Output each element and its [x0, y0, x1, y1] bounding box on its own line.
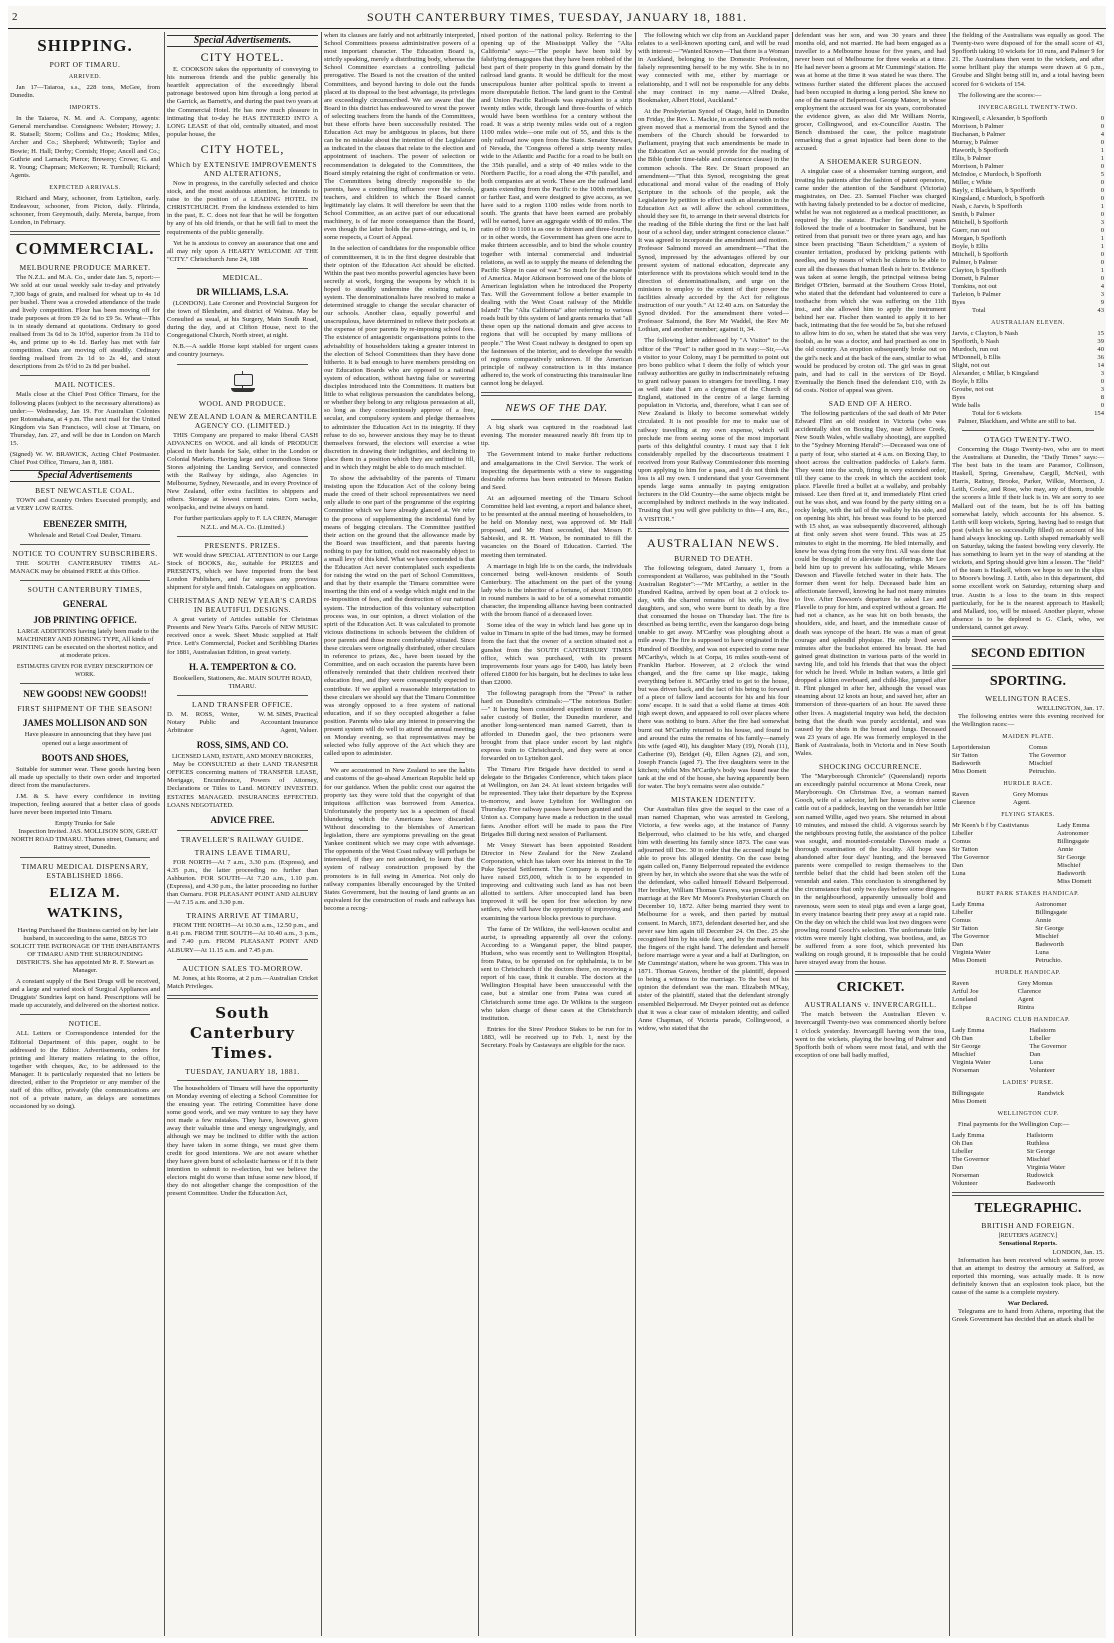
racing-club-heading: RACING CLUB HANDICAP.	[985, 1017, 1071, 1024]
cookson-text: E. COOKSON takes the opportunity of conveying to his numerous friends and the public generally his heartfelt appreciation of the exceedingly liberal patronage bestowed upon him through a long period at the Garrick, as Barnett's, and during the past two years at the Commercial Hotel. He has now much pleasure in intimating that to-day he HAS ENTERED INTO A LONG LEASE of that old, centrally situated, and most popular house, the	[167, 66, 318, 138]
score-row: Byes 9	[952, 298, 1104, 306]
coal-text: TOWN and Country Orders Executed promptly, and at VERY LOW RATES.	[10, 497, 160, 513]
hurdle-heading: HURDLE RACE.	[1003, 781, 1053, 788]
notice-country-heading: NOTICE TO COUNTRY SUBSCRIBERS.	[12, 548, 158, 558]
expected-label: EXPECTED ARRIVALS.	[49, 184, 121, 191]
news-of-the-day-heading: NEWS OF THE DAY.	[505, 402, 608, 415]
london-date: LONDON, Jan. 15.	[1052, 1248, 1104, 1256]
melbourne-heading: MELBOURNE PRODUCE MARKET.	[19, 263, 151, 273]
entry-row: Miss Domett	[952, 1098, 987, 1106]
christmas-text: A great variety of Articles suitable for Christmas Presents and New Year's Gifts. Parcels of NEW MUSIC received once a week. Sheet Music supplied at Half Price. Lett's Commercial, Pocket and Scribbling Diaries for 1881, Australasian Edition, in great variety.	[167, 616, 318, 656]
ladies-heading: LADIES' PURSE.	[1002, 1080, 1054, 1087]
ladies-entries	[952, 1090, 1104, 1106]
score-row: Byes 8	[952, 393, 1104, 401]
boots-heading: BOOTS AND SHOES,	[41, 752, 129, 763]
arrived-text: Jan 17—Taiaroa, s.s., 228 tons, McGee, from Dunedin.	[10, 84, 160, 100]
land-transfer-heading: LAND TRANSFER OFFICE.	[191, 699, 293, 709]
entry-row: The Governor Mischief	[952, 933, 1059, 941]
mistaken-heading: MISTAKEN IDENTITY.	[671, 795, 756, 805]
entry-row: Mr Keen's b f by Castivianus Lady Emma	[952, 822, 1090, 830]
score-row: Kingswell, c Alexander, b Spofforth 0	[952, 114, 1104, 122]
score-row: Smith, b Palmer 0	[952, 210, 1104, 218]
news-item-8: Mr Vesey Stewart has been appointed Resident Director in New Zealand for the New Zealand Corporation, which has taken over his interest in the Te Puke Special Settlement. The Company is reported to have raised £65,000, which is to be expended in improving and cultivating such land as has not been allotted to settlers. After unoccupied land has been improved it will be open for free selection by new settlers, who will have the opportunity of improving and examining the various blocks previous to purchase.	[481, 841, 632, 922]
medical-heading: MEDICAL.	[222, 272, 263, 282]
williams-nb: N.B.—A saddle Horse kept stabled for urgent cases and country journeys.	[167, 343, 318, 359]
burned-text: The following telegram, dated January 1, from a correspondent at Wallaroo, was published in the "South Australian Register":—"Mr M'Carthy, a settler in the Hundred Kadina, arrived by open boat at 2 o'clock to-day, with the charred remains of his wife, his five daughters, and son, who were burnt to death by a fire that consumed the house on Thursday last. The fire is described as being terrific, even the kangaroo dogs being unable to get away. M'Carthy was ploughing about a mile away. The fire is supposed to have originated in the Hundred of Boothby, and was not expected to come near M'Carthy's, which is at Corpa, 16 miles south-west of Franklin Harbor. However, at 2 o'clock the wind changed, and the fire came up like magic, taking everything before it. M'Carthy tried to get to the house, but was driven back, and the fact of his being to forward of a piece of fallow land accounts for his and his four sons' escape. It is said that a solid flame at times 40ft high swept down, and appeared to roll over places where there was nothing to burn. After the fire had somewhat burnt out M'Carthy returned to his house, and found in and around the ruins the remains of his family—namely his wife (aged 40), his daughter Mary (19), Norah (11), Catherine (9), Bridget (4), Ellen Agnes (2), and son, Joseph Francis (aged 7). The five daughters were in the kitchen; whilst Mrs M'Carthy's body was found near the tank at the end of the house, she having apparently been for water. The boy's remains were also outside."	[638, 564, 789, 791]
entry-row: Volunteer Badsworth	[952, 1180, 1056, 1188]
entry-row: Sir Tatton Sir George	[952, 925, 1064, 933]
column-5	[638, 32, 789, 1636]
wellington-races-heading: WELLINGTON RACES.	[985, 694, 1071, 703]
score-row: Kingsland, c Murdoch, b Spofforth 0	[952, 194, 1104, 202]
entry-row: Libeller Astronomer	[952, 830, 1089, 838]
watkins-text: Having Purchased the Business carried on by her late husband, in succeeding to the same, BEGS TO SOLICIT THE PATRONAGE OF THE INHABITANTS OF TIMARU AND THE SURROUNDING DISTRICTS. She has appointed Mr R. F. Stewart as Manager.	[10, 926, 160, 974]
expected-text: Richard and Mary, schooner, from Lyttelton, early. Endeavour, schooner, from Picton, daily. Flirinda, schooner, from Greymouth, daily. Mereia, barque, from London, in February.	[10, 194, 160, 227]
otago-text: Concerning the Otago Twenty-two, who are to meet the Australians at Dunedin, the "Daily Times" says:—The best bats in the team are Paramor, Collinson, Haskell, Spring, Greenshaw, Cargill, McNeil, with Harris, Rattray, Brooke, Parker, Wilkie, Morrison, J. Leith, Cooke, and Rose, who may, any of them, trouble the scorers a little if their luck is in. We are sorry to see Mallard out of the team, but he is off his batting somewhat lately, which accounts for his absence. S. Leith will keep wickets, Spring, having had to resign that post (which he so successfully filled) on account of his hand always knocking up. Leith shaped remarkably well on Saturday, taking the fastest bowling very cleverly. He has something to learn yet in the way of standing at the wickets, and Spring should give him a lesson. The "field" of the team is Haskell, whom we hope to see in the slips to Moore's bowling. J. Leith, also in this department, did some excellent work on Saturday, returning sharp and true. Austin is a loss to the team in this respect particularly, for he is the nearest approach to Haskell; and Mallard, too, will be missed. Another player, whose absence is to be deplored is G. Clark, who, we understand, cannot get away.	[952, 445, 1104, 631]
entry-row: Oh Dan Ruthless	[952, 1140, 1050, 1148]
reuter-agency: [REUTER'S AGENCY.]	[998, 1233, 1058, 1240]
column-2	[167, 32, 318, 1636]
news-item-5: Some idea of the way in which land has gone up in value in Timaru in spite of the bad times, may be formed from the fact that the owner of a section situated not a gunshot from the SOUTH CANTERBURY TIMES office, which was purchased, with its present improvements four years ago for £400, has lately been offered £1800 for his bargain, but he declines to take less than £2000.	[481, 622, 632, 686]
scores-intro: The following are the scores:—	[958, 91, 1042, 99]
score-row: Mitchell, b Spofforth 3	[952, 218, 1104, 226]
news-item-10: Entries for the Sires' Produce Stakes to be run for in 1883, will be received up to Feb. 1, next by the Secretary. Foals by Castaways are eligible for the race.	[481, 1025, 632, 1049]
mail-signature: (Signed) W. W. BRAWICK, Acting Chief Postmaster. Chief Post Office, Timaru, Jan 8, 1881.	[10, 451, 160, 467]
news-item-1: A big shark was captured in the roadstead last evening. The monster measured nearly 8ft from tip to tip.	[481, 424, 632, 448]
ross-left: D. M. ROSS, Writer, Notary Public and Arbitrator	[167, 710, 240, 734]
trains-arrive-heading: TRAINS ARRIVE AT TIMARU,	[186, 911, 299, 921]
williams-name: DR WILLIAMS, L.S.A.	[196, 286, 289, 297]
leader-cont-1: when its clauses are fairly and not arbitrarily interpreted, School Committees possess administrative powers of a most important character. The Education Board is, strictly speaking, merely a distributing body, whereas the School Committee exercises a controlling judicial prerogative. The Board is not the creation of the united Committees, and beyond having to dole out the funds placed at its disposal to the best advantage, its privileges are exceedingly circumscribed. We are aware that the Board in this district has endeavoured to wrest the power of selecting teachers from the hands of the Committees, but these efforts have been successfully resisted. The Education Act may be ambiguous in places, but there can be no mistake about the intention of the Legislature as indicated in the clauses that relate to the election and appointment of teachers. The power of selection or recommendation is delegated to the Committees, the Board simply retaining the right of confirmation or veto. The Committees being directly responsible to the parents, have a controlling influence over the schools, teachers, and children to which the Board cannot legitimately lay claim. It will therefore be seen that the School Committee, as an active part of our educational machinery, is of far more consequence than the Board, even though the latter holds the purse-strings, and is, in some respects, a Court of Appeal.	[324, 32, 475, 242]
entry-row: Virginia Water Luna	[952, 1059, 1043, 1067]
ross-right: W. M. SIMS, Practical Accountant Insurance Agent, Valuer.	[258, 710, 318, 734]
leader-2-text: We are accustomed in New Zealand to see the habits and customs of the go-ahead American Republic held up for our guidance. When the public crest our against the property tax they were told that the copyright of that iniquitous affliction was borrowed from America. Unfortunately the property tax is a specimen of fiscal blundering which the Americans have discarded. Without descending to the blemishes of American legislation, there are symptoms prevailing on the great Yankee continent which we may cope with advantage. The opponents of the West Coast railway will perhaps be interested, if they are not astounded, to learn that the system of railway construction proposed by the promoters is in full swing in America. Not only do railway companies liberally encouraged by the United States Government, but the issuing of land grants as an equivalent for the construction of roads and railways has become a recog-	[324, 767, 475, 912]
mollison-text: Have pleasure in announcing that they have just opened out a large assortment of	[24, 731, 152, 747]
score-row: Mitchell, b Spofforth 0	[952, 250, 1104, 258]
entry-row: Sir George The Governor	[952, 1043, 1067, 1051]
masthead-title: SOUTH CANTERBURY TIMES, TUESDAY, JANUARY 18, 1881.	[366, 10, 748, 24]
advice-free: ADVICE FREE.	[210, 814, 275, 825]
auction-heading: AUCTION SALES TO-MORROW.	[182, 963, 303, 973]
nameplate: South Canterbury Times.	[190, 1003, 295, 1062]
entry-row: Badsworth Mischief	[952, 760, 1053, 768]
news-item-6: The following paragraph from the "Press" is rather hard on Dunedin's criminals:—"The notorious Butler:—" It having been considered expedient to ensure the safer custody of Butler, the Dunedin murderer, and another long-sentenced man named Garrett, than is afforded in Dunedin gaol, the two prisoners were brought from that place under escort by last night's express train to Christchurch, and they were at once forwarded on to Lyttelton gaol.	[481, 690, 632, 762]
british-foreign-heading: BRITISH AND FOREIGN.	[981, 1221, 1075, 1231]
entry-row: Sir Tatton The Governor	[952, 752, 1067, 760]
score-row: Tomkins, not out 4	[952, 282, 1104, 290]
invercargill-total: Total 43	[972, 306, 1104, 314]
inspection: Inspection Invited. JAS. MOLLISON SON, GREAT NORTH ROAD TIMARU. Thames street, Oamaru; and Rattray street, Dunedin.	[11, 828, 159, 852]
ross-firm: ROSS, SIMS, AND CO.	[196, 740, 289, 751]
estimates: ESTIMATES GIVEN FOR EVERY DESCRIPTION OF WORK.	[16, 664, 154, 679]
news-item-13: The following letter addressed by "A Visitor" to the editor of the "Post" is rather good in its way:—Sir,—As a visitor to your Colony, may I be permitted to point out pro bono publico what I deem the folly of which your railway authorities are guilty in indiscriminately refusing to grant railway passes to strangers for travelling. I may as well state that I am a clergyman of the Church of England, stationed in the centre of a large farming population in Victoria, and, therefore, what I can see of New Zealand is likely to become somewhat widely circulated. It is not possible for me to make use of railway travelling at my own expense, which will preclude me from seeing some of the most important parts of this delightful country. I must say that I felt considerably repelled by the discourteous treatment I received from your Railway Commissioner this morning upon applying to him for a pass, and I do not think the loss is all my own. I understand that your Government spends large sums annually in paying emigration lecturers in the Old Country—the same objects might be accomplished by indirect methods in the way indicated. Trusting that you will give publicity to this—I am, &c., A VISITOR."	[638, 337, 789, 523]
shoemaker-heading: A SHOEMAKER SURGEON.	[819, 157, 922, 167]
news-item-12: At the Presbyterian Synod of Otago, held in Dunedin on Friday, the Rev. L. Mackie, in accordance with notice given moved that a memorial from the Synod and the members of the Church should be forwarded to Parliament, praying that such amendments be made in the Education Act as would provide for the reading of the Bible (under time-table and conscience clause) in the common schools. The Rev. Dr Stuart proposed an amendment—"That this Synod, recognising the great educational and moral value of the reading of Holy Scripture in the schools of the people, ask the Legislature by petition to effect such an alteration in the Education Act as will allow the school committees, should they see fit, to arrange in their several districts for the reading of the Bible during the first or the last half hour of a school day, under stringent conscience clause." It was agreed to incorporate the amendment and motion. Professor Salmond moved an amendment—"That the Synod, impressed by the advantages offered by our present system of national education, deprecate any interference with its provisions which would tend in the direction of denominationalism, and urge on the ministers to employ to the extent of their power the facilities already accorded by the Act for religious instruction of our youth." At 12.40 a.m. on Saturday the Synod divided. For the amendment there voted—Professor Salmond, the Rev Mr Waddel, the Rev Mr Lothian, and another member; against it, 34.	[638, 107, 789, 334]
entry-row: Clarence Agent.	[952, 799, 1031, 807]
australian-heading: AUSTRALIAN ELEVEN.	[991, 319, 1065, 326]
notice-text: ALL Letters or Correspondence intended for the Editorial Department of this paper, ought to be addressed to the Editor. Advertisements, orders for printing and literary matters relating to the office, together with cheques, &c, to be addressed to the Manager. It is particularly requested that no letters be directed, either to the Proprietor or any member of the staff of this office, privately (the communications are not of a private nature, as delays are sometimes occasioned by so doing).	[10, 1030, 160, 1111]
mollison-name: JAMES MOLLISON AND SON	[22, 718, 148, 729]
flying-heading: FLYING STAKES.	[1001, 812, 1055, 819]
score-row: Ellis, b Palmer 1	[952, 154, 1104, 162]
auction-text: M. Jones, at his Rooms, at 2 p.m.—Australian Cricket Match Privileges.	[167, 974, 318, 990]
score-row: Morrison, b Palmer 0	[952, 162, 1104, 170]
wellington-date: WELLINGTON, Jan. 17.	[1036, 705, 1104, 712]
shipping-heading: SHIPPING.	[37, 36, 133, 55]
sensational-heading: Sensational Reports.	[999, 1240, 1057, 1248]
score-row: Tarleton, b Palmer 3	[952, 290, 1104, 298]
notice-country-text: THE SOUTH CANTERBURY TIMES AL-MANACK may be obtained FREE at this Office.	[10, 559, 160, 575]
entry-row: The Governor Sir George	[952, 854, 1086, 862]
leader-cont-2: In the selection of candidates for the responsible office of committeemen, it is in the first degree desirable that their opinion of the Education Act should be elicited. Within the past two months powerful agencies have been secretly at work, forging the weapons by which it is hoped to steadily undermine the existing national system. The denominationalists have resolved to make a determined struggle to change the secular character of our schools. Another class, equally powerful and unscrupulous, have determined to relieve their pockets at the expense of poor parents by re-imposing school fees. The existence of antagonistic organisations points to the advisability of householders taking a greater interest in the election of School Committees than they have done hitherto. It is bad enough to have members presiding on our Education Boards who are opposed to a national system of education, without having false or wavering disciples introduced into the Committees. It matters but little to what religious persuasion the candidates belong, or whether they belong to any religious persuasion at all, so long as they conscientiously approve of a free, secular, and compulsory system and pledge themselves to administer the Education Act in its integrity. If they refuse to do so, however anxious they may be to thrust themselves forward, the electors will exercise a wise discretion in drawing their indignities, and declining to place them in a position which they are unfitted to fill, and in which they might be able to do much mischief.	[324, 245, 475, 471]
trains-leave-text: FOR NORTH—At 7 a.m., 3.30 p.m. (Express), and 4.35 p.m., the latter proceeding no further than Ashburton. FOR SOUTH—At 7.20 a.m., 1.10 p.m. (Express), and 4.30 p.m., the latter proceeding no further than Oamaru. FOR PLEASANT POINT AND ALBURY—At 7.15 a.m. and 3.30 p.m.	[167, 858, 318, 907]
improve-text: Now in progress, in the carefully selected and choice stock, and the most assiduous attention, he intends to raise to the position of a LEADING HOTEL IN CHRISTCHURCH. From the kindness extended to him in the past, E. C. does not fear that he will be forgotten by any of his old friends, or that he will fail to meet the requirements of the public generally.	[167, 179, 318, 236]
news-item-3: At an adjourned meeting of the Timaru School Committee held last evening, a report and balance sheet, to be presented at the annual meeting of householders, to be held on Monday next, was approved of. Mr Hall proposed, and Mr Hunt seconded, that Messrs F. Sabieski, and R. H. Watson, be nominated to fill the vacancies on the Board of Education. Carried. The meeting then terminated.	[481, 494, 632, 559]
city-hotel-heading-2: CITY HOTEL,	[200, 141, 285, 156]
shocking-heading: SHOCKING OCCURRENCE.	[819, 762, 922, 772]
entry-row: Lady Emma Hailstorm	[952, 1027, 1056, 1035]
column-3	[324, 32, 475, 1636]
jms-text: J.M. & S. have every confidence in inviting inspection, feeling assured that a better class of goods have never been imported into Timaru.	[10, 792, 160, 817]
commercial-heading: COMMERCIAL.	[15, 239, 155, 259]
entry-row: Oh Dan Libeller	[952, 1035, 1051, 1043]
column-4	[481, 32, 632, 1636]
which-by: Which by EXTENSIVE IMPROVEMENTS AND ALTERATIONS,	[167, 159, 318, 178]
otago-heading: OTAGO TWENTY-TWO.	[983, 434, 1073, 444]
australian-total: Total for 6 wickets 154	[972, 409, 1104, 417]
score-row: Domett, b Palmer 0	[952, 274, 1104, 282]
entry-row: Norseman Rudowick	[952, 1172, 1054, 1180]
sct-heading: SOUTH CANTERBURY TIMES,	[27, 584, 143, 594]
maiden-heading: MAIDEN PLATE.	[1002, 734, 1054, 741]
score-row: Boyle, b Ellis 0	[952, 377, 1104, 385]
boots-sub: Suitable for summer wear. These goods having been all made up specially to their own order and imported direct from the manufacturers.	[10, 765, 160, 789]
entry-row: Loneland Agent	[952, 996, 1034, 1004]
nzl-sign: For further particulars apply to F. LA CREN, Manager N.Z.L. and M.A. Co. (Limited.)	[173, 515, 318, 531]
hurdle-handicap-heading: HURDLE HANDICAP.	[995, 970, 1061, 977]
entry-row: Dan Mischief	[952, 862, 1081, 870]
entry-row: Miss Domett Petruchio.	[952, 768, 1056, 776]
hurdle-handicap-entries	[952, 980, 1104, 1012]
score-row: Palmer, b Palmer 0	[952, 258, 1104, 266]
entry-row: Lady Emma Hailstorm	[952, 1132, 1053, 1140]
score-row: Jarvis, c Clayton, b Nash 15	[952, 329, 1104, 337]
dispensary-heading: TIMARU MEDICAL DISPENSARY, ESTABLISHED 1866.	[21, 861, 149, 880]
mail-text: Mails close at the Chief Post Office Timaru, for the following places (subject to the necessary alterations) as under:— Wednesday, Jan 19. For Australian Colonies per Rotomahana, at 4 p.m. The next mail for the United Kingdom via San Francisco, will close at Timaru, on Thursday, Jan. 27, and will be due in London on March 15.	[10, 391, 160, 447]
australian-scores	[952, 330, 1104, 410]
entry-row: Luna Badsworth	[952, 870, 1086, 878]
cricket-cont: the fielding of the Australians was equally as good. The Twenty-two were disposed of for the small score of 43, Spofforth taking 10 wickets for 10 runs, and Palmer 9 for 21. The Australians then went to the wickets, and after some brilliant play the stumps were drawn at 6 p.m., Groube and Slight being still in, and a total having been scored for 6 wickets of 154.	[952, 32, 1104, 88]
entry-row: Eclipse Rintra	[952, 1004, 1035, 1012]
entry-row: Libeller Sir George	[952, 1148, 1056, 1156]
special-ads-heading-2: Special Advertisements.	[167, 35, 318, 47]
score-row: Slight, not out 14	[952, 361, 1104, 369]
leader-cont-3: To show the advisability of the parents of Timaru insisting upon the Education Act of the colony being made the creed of their school representatives we need only allude to one part of the programme of the expiring Committee which we have already glanced at. We refer to the process of supplementing the incidental fund by means of begging circulars. The Committee justified their action on the ground that the allowance made by the Board was insufficient, and that parents having nothing to pay for tuition, could not reasonably object to a small levy of this kind. What we have contended is that the Education Act never contemplated such expedients for raising the wind on the part of School Committees, and that by their example the Timaru committee were inserting the thin end of a wedge which might end in the re-imposition of fees, and the destruction of our national system. The introduction of this voluntary subscription process was, in our opinion, a direct violation of the spirit of the Education Act. It was calculated to promote vicious distinctions in schools between the children of poor parents and those more comfortably situated. Since these circulars were originally distributed, other circulars in reference to prizes, &c., have been issued by the Committee, and on each occasion the parents have been offensively reminded that their children received their education free, and they were consequently expected to contribute. If we applied a reasonable interpretation to these circulars we should say that the Timaru Committee was strongly opposed to a free system of national education, and if so they occupied altogether a false position. Parents who take any interest in preserving the present system will do well to attend the annual meeting on Monday evening, so that representatives may be selected who fully approve of the Act which they are called upon to administer.	[324, 475, 475, 758]
score-row: Morgan, b Spofforth 1	[952, 234, 1104, 242]
shoemaker-text: A singular case of a shoemaker turning surgeon, and treating his patients after the fashion of patent operators, came under the attention of the Sandhurst (Victoria) magistrates, on Dec. 23. Samuel Fischer was charged with having falsely pretended to be a doctor of medicine, whilst he was not registered as a medical practitioner, as required by the statute. Fischer for several years followed the trade of a bootmaker in Sandhurst, but he retired from that pursuit two or three years ago, and has since been practising "Baun Scheidtism," a system of counter irritation, produced by pricking patients with needles, and by means of which he claims to be able to cure all the diseases that human flesh is heir to. Evidence was taken at some length, the principal witness being Bridget O'Brien, barmaid at the Southern Cross Hotel, who stated that the defendant had volunteered to cure a toothache from which she was suffering on the 11th inst., and she allowed him to apply the instrument behind her ear. Fischer then wanted to apply it to her back, intimating that the fee would be 5s, but she refused to allow him to do so, when he stated that she was very foolish, as he was a doctor, and had practised as one in the old country. An eruption subsequently broke out on the girl's neck and at the back of the ears, similar to what would be produced by croton oil. The girl was in great pain, and had to call in the services of Dr Boyd. Eventually the Bench fined the defendant £10, with 2s 6d costs. Notice of appeal was given.	[795, 168, 946, 394]
column-1	[10, 32, 160, 1636]
leader-text: The householders of Timaru will have the opportunity on Monday evening of electing a School Committee for the ensuing year. The retiring Committee have done some good work, and we may venture to say they have not made a few mistakes. They have, however, given away their valuable time and energy ungrudgingly, and although we may be inclined to differ with the action they have taken in some things, we must give them credit for good intentions. We are not aware whether they have given burst of scholastic harness or if it is their intention to submit to re-election, but we believe the electors might do worse than infuse some new blood, if they do not altogether change the composition of the present Committee. Under the Education Act,	[167, 1084, 318, 1198]
imports-text: In the Taiaroa, N. M. and A. Company, agents: General merchandise. Consignees: Webster; Howey; J. R. Statsell; Storm; Collins and Co.; Hoskins; Miles, Archer and Co.; Shepherd; Whitworth; Taylor and Bowie; H. Hall; Derby; Cornish; Hope; Ancell and Co.; Guthrie and Larnach; Pierce; Brewery; Crowe; G. and R. Young; Chapman; McKeown; R. Turnbull; Rickard; Agents.	[10, 115, 160, 179]
general-heading: GENERAL	[62, 598, 108, 609]
telegraphic-heading: TELEGRAPHIC.	[974, 1201, 1082, 1217]
leader-2-cont: nised portion of the national policy. Referring to the opening up of the Mississippi Valley the "Alta California" says:—"The people have been told by falsifying demagogues that they have been robbed of the best part of their property in this grand domain by the railroad land grants. It would be difficult for the most unscrupulous hunter after political spoils to invent a more disreputable fiction. The land grant to the Central and Union Pacific Railroads was equivalent to a strip twenty miles wide, through land three-fourths of which would have been worthless for a century without the road. It was a strip twenty miles wide out of a region 1100 miles wide—one mile out of 55, and this is the only railroad now open from the State. Senator Stewart, of Nevada, the 'Congress offered a strip twenty miles wide to the Atlantic and Pacific for a road to be built on the 35th parallel, and a strip of 40 miles wide to the Northern Pacific, for a road along the 47th parallel, and both companies are at work. These are the railroad land grants extending from the Pacific to the 100th meridian, or farther East, and were designed to give access, as we have said to a region 1100 miles wide from north to south. The grants that have been earned are probably will be earned, have an aggregate width of 80 miles. The ratio of 80 to 1100 is as one to thirteen and three-fourths, or in other words, the Government has given one acre to make thirteen accessible, and to bind the whole country together with internal commercial and industrial relations, as well as to supply the means of defending the Pacific Slope in case of war." So much for the example of America. Major Atkinson borrowed one of the blots of American legislation when he introduced the Property Tax. Will the Government follow a better example in dealing with the West Coast railway of the Middle Island? The "Alta California" after referring to various roads built by this system of land grants remarks that "all these open up the national domain and give access to regions that will be occupied by many millions of people." The West Coast railway is designed to open up the fastnesses of the interior, and to develope the wealth of regions comparatively unknown. If the American principle of railway construction is in this instance adhered to, the work of constructing this transinsular line cannot long be delayed.	[481, 32, 632, 388]
hero-heading: SAD END OF A HERO.	[828, 399, 913, 409]
wellington-intro: The following entries were this evening received for the Wellington races:—	[952, 713, 1104, 729]
australian-news-heading: AUSTRALIAN NEWS.	[647, 535, 780, 550]
news-item-2: The Government intend to make further reductions and amalgamations in the Civil Service. The work of inspecting the departments with a view to suggesting desirable reforms has been entrusted to Messrs Batkin and Seed.	[481, 451, 632, 491]
ship-illustration	[230, 371, 256, 393]
score-row: Wide balls 0	[952, 401, 1104, 409]
entry-row: Billingsgate Randwick	[952, 1090, 1065, 1098]
shocking-text: The "Maryborough Chronicle" (Queensland) reports an exceedingly painful occurrence at Mona Creek, near Maryborough. On Christmas Eve, a woman named Gooch, wife of a selector, left her house to drive some cattle out of a paddock, leaving on the verandah her little son named Willie, aged two years. She returned in about 10 minutes, and missed the child. A vigorous search by the neighbours proving futile, the assistance of the police was sought, and mounted-constable Dawson made a thorough examination of the locality. All hope was abandoned after four days' hunting, and the bereaved parents were compelled to resign themselves to the terrible belief that the child had been stolen off the verandah and eaten. This conclusion is strengthened by the circumstance that only two days before some dingoes in the neighbourhood, apparently unusually bold and ravenous, were seen to steal pigs and even a large goat, in every instance bearing their prey away at a rapid rate. On the day on which the child was lost two dingoes were prowling round Gooch's selection. The unfortunate little victim were merely light clothing, was bootless, and, as he suffered from a sore foot, which prevented his walking on rough ground, it is impossible that he could have strayed away from the house.	[795, 773, 946, 967]
entry-row: Comus Annie	[952, 917, 1052, 925]
cup-heading: WELLINGTON CUP.	[997, 1111, 1059, 1118]
entry-row: Lady Emma Astronomer	[952, 901, 1067, 909]
coal-heading: BEST NEWCASTLE COAL.	[35, 486, 135, 496]
news-item-11: The following which we clip from an Auckland paper relates to a well-known sporting card, and will be read with interest:—"Wanted Known—That there is a Woman in Auckland, belonging to the Domestic Profession, falsely representing herself to be my wife. She is in no way connected with me, either by marriage or relationship, and I will not be responsible for any debts she may contract in my name.—Alfred Drake, Bookmaker, Albert Hotel, Auckland."	[638, 32, 789, 104]
presents-text: WE would draw SPECIAL ATTENTION to our Large Stock of BOOKS, &c, suitable for PRIZES and PRESENTS, which we have imported from the best London Publishers, and far surpass any previous shipment for style and finish. Catalogues on application.	[167, 551, 318, 592]
score-row: M'Donnell, b Ellis 36	[952, 353, 1104, 361]
score-row: Nash, c Jarvis, b Spofforth 1	[952, 202, 1104, 210]
special-ads-heading: Special Advertisements	[10, 470, 160, 482]
port-heading: PORT OF TIMARU.	[49, 60, 121, 69]
entry-row: Mischief Dan	[952, 1051, 1041, 1059]
score-row: Buchanan, b Palmer 4	[952, 130, 1104, 138]
entry-row: Leporidensiun Comus	[952, 744, 1048, 752]
entry-row: Raven Grey Momus	[952, 980, 1053, 988]
hero-text: The following particulars of the sad death of Mr Peter Edward Flint an old resident in Victoria (who was accidentally shot on Boxing Day, near Jellicoe Creek, New South Wales, while wallaby shooting), are supplied to the "Sydney Morning Herald":—Deceased was one of a party of four, who started at 4 a.m. on Boxing Day, to shoot across the cultivation paddocks of Lake's farm. They went into the scrub, firing in very extended order, till they came to the creek in which the accident took place. Flavelle fired a bullet at a wallaby, and probably missed. Lee then fired at it, and immediately Flint cried out he was shot, and was found by the party sitting on a rocky ledge, with the tail of the wallaby by his side, and on opening his shirt, his breast was found to be pierced with 15 shot, as was subsequently discovered, although at first only seven shot were found. This was at 25 minutes to eight in the morning. He bled internally, and knew he was dying from the very first. All was done that could be thought of to alleviate his sufferings. Mr Lee held him up to prevent his suffocating, while Messrs Dawson and Flavelle fetched water in their hats. The former then went for help. Deceased bade him an affectionate farewell, knowing he had not many minutes to live. After Dawson's departure he asked Lee and Flavelle to pray for him, and expired without a groan. He had not a chance, as he was hit on both breasts, the shoulders, side, and heart, and the immediate cause of death was syncope of the heart. He was a man of great courage and splendid physique. He only lived seven minutes after the buckshot entered his breast. He had gained great distinction in various parts of the world in saving life, and told his friends that that was the object for which he lived. While in Indian waters, a little girl dropped a kitten overboard, and child-like, jumped after it. Flint plunged in after her, although the vessel was steaming about 12 knots an hour, and saved her, after an immersion of three-quarters of an hour. He saved three other lives. A magisterial inquiry was held, the decision being that the death was purely accidental, and was caused by the shots in the breast and lungs. Deceased was 23 years of age. He was formerly employed in the Bank of Australasia, both in Victoria and in New South Wales.	[795, 410, 946, 757]
wool-heading: WOOL AND PRODUCE.	[198, 398, 287, 408]
melbourne-text: The N.Z.L. and M.A. Co., under date Jan. 5, report:—We sold at our usual weekly sale to-day and privately 7,300 bags of grain, and realised for wheat up to 4s 1d per bushel. There was a crowded attendance of the trade and lively competition. Flour has been moving off for trade purposes at from £9 2s 6d to £9 5s. Wheat—This is in steady demand at quotations. Ordinary to good realised from 3s 6d to 3s 10½d, superior from 3s 11d to 4s, and prime up to 4s 1d. Barley has met with fair competition. Oats are moving off steadily. Ordinary feeding realised from 2s 1d to 2s 4d, and stout descriptions from 2s 6½d to 2s 8d per bushel.	[10, 274, 160, 371]
trains-leave-heading: TRAINS LEAVE TIMARU,	[194, 847, 291, 857]
hurdle-entries	[952, 791, 1104, 807]
park-heading: BURT PARK STAKES HANDICAP.	[976, 891, 1080, 898]
invercargill-heading: INVERCARGILL TWENTY-TWO.	[978, 104, 1078, 111]
war-declared-heading: War Declared.	[1007, 1300, 1049, 1308]
score-row: Haworth, b Spofforth 1	[952, 146, 1104, 154]
job-office-heading: JOB PRINTING OFFICE.	[33, 614, 137, 625]
temperton-name: H. A. TEMPERTON & CO.	[188, 661, 297, 672]
score-row: Guerr, run out 0	[952, 226, 1104, 234]
entry-row: Virginia Water Luna	[952, 949, 1049, 957]
entry-row: Sir Tatton Annie	[952, 846, 1074, 854]
dateline: TUESDAY, JANUARY 18, 1881.	[185, 1066, 300, 1076]
news-item-9: The fame of Dr Wilkins, the well-known oculist and aurist, is spreading apparently all over the colony. According to a Wanganui paper, the blind pauper, Hudson, who was recently sent to Wellington Hospital, from Patea, to be operated on for ophthalmia, is to be sent to Christchurch if the doctors there, on receiving a report of his case, think it curable. The doctors at the Wellington Hospital have been unsuccessful with the case, but a similar one from Patea was cured at Christchurch some time ago. Dr Wilkins is the surgeon who takes charge of these cases at the Christchurch institution.	[481, 925, 632, 1022]
ross-sub: LICENSED LAND, ESTATE, AND MONEY BROKERS,	[172, 754, 313, 761]
watkins-name: ELIZA M. WATKINS,	[46, 885, 124, 921]
score-row: Spofforth, b Nash 39	[952, 337, 1104, 345]
smith-name: EBENEZER SMITH,	[43, 518, 127, 529]
score-row: Murray, b Palmer 0	[952, 138, 1104, 146]
score-row: Alexander, c Millar, b Kingsland 3	[952, 369, 1104, 377]
trains-arrive-text: FROM THE NORTH—At 10.30 a.m., 12.50 p.m., and 8.41 p.m. FROM THE SOUTH—At 10.40 a.m., 3 p.m., and 7.40 p.m. FROM PLEASANT POINT AND ALBURY—At 11.15 a.m. and 7.45 p.m.	[167, 922, 318, 954]
score-row: Boyle, b Ellis 1	[952, 242, 1104, 250]
city-hotel-heading: CITY HOTEL.	[200, 50, 285, 65]
score-row: Groube, not out 3	[952, 385, 1104, 393]
arrived-label: ARRIVED.	[68, 74, 102, 80]
mistaken-text: Our Australian files give the sequel to the case of a man named Chapman, who was arrested in Geelong, Victoria, a few weeks ago, at the instance of Fanny Belperroud, who claimed to be his wife, and charged him with deserting his family since 1873. The case was adjourned till Dec. 30 in order that the accused might be able to prove his alleged identity. On the case being again called on, Fanny Belperroud repeated the evidence given by her, in which she swore that she was the wife of the defendant, who called himself Edward Belperroud. Her brother, William Thomas Graves, was present at the marriage at the Rev Mr Moore's Presbyterian Church on December 10, 1872. After being married they went to Melbourne for a week, and then parted by mutual consent. In March, 1873, defendant deserted her, and she never saw him again till December 24. On Dec. 25 she recognised him by his side face, and by the mark across the fingers of the right hand. The defendant and herself before marriage were a year and a half at Darlington, on Mr Cummings' station, where he was groom. This was in 1871. Thomas Graves, brother of the plaintiff, deposed to being a witness to the marriage. To the best of his opinion the defendant was the man. Elizabeth M'Kay, sister of the plaintiff, stated that the defendant strongly resembled Belperroud. Mr Dwyer pointed out as defence that it was a clear case of mistaken identity, and called Anne Chapman, of Victoria parade, Collingwood, a widow, who stated that the	[638, 806, 789, 1032]
maiden-entries	[952, 744, 1104, 776]
first-shipment: FIRST SHIPMENT OF THE SEASON!	[17, 704, 153, 714]
invercargill-scores	[952, 115, 1104, 307]
imports-label: IMPORTS.	[69, 105, 101, 112]
racing-club-entries	[952, 1027, 1104, 1075]
nzl-text: THIS Company are prepared to make liberal CASH ADVANCES on WOOL and all kinds of PRODUCE placed in their hands for Sale, either in the London or Colonial Markets. Having large and commodious Stone Stores adjoining the Landing Service, and connected with the Railway by sidings, also Agencies in Melbourne, Sydney, Newcastle, and in every Province of New Zealand, offer extra facilities to shippers and others. Storage at lowest current rates. Corn sacks, woolpacks, and twine always on hand.	[167, 431, 318, 512]
presents-heading: PRESENTS. PRIZES.	[204, 540, 281, 550]
second-edition-heading: SECOND EDITION	[971, 645, 1085, 660]
williams-text: (LONDON). Late Coroner and Provincial Surgeon for the town of Blenheim, and district of Wairau. May be Consulted as usual, at his Surgery, Main South Road, during the day, and at Clifton House, next to the Congregational Church, North street, at night.	[167, 299, 318, 340]
entry-row: Norseman Volunteer	[952, 1067, 1055, 1075]
sporting-heading: SPORTING.	[989, 674, 1067, 689]
entry-row: Dan Badsworth	[952, 941, 1064, 949]
score-row: Bayly, c Blackham, b Spofforth 0	[952, 186, 1104, 194]
score-row: Miller, c White 0	[952, 178, 1104, 186]
cup-entries	[952, 1132, 1104, 1188]
score-row: Morrison, b Palmer 0	[952, 122, 1104, 130]
entry-row: The Governor Mischief	[952, 1156, 1051, 1164]
masthead	[8, 6, 1106, 29]
column-7	[952, 32, 1104, 1636]
newspaper-page	[8, 6, 1106, 1638]
column-6	[795, 32, 946, 1636]
war-text: Telegrams are to hand from Athens, reporting that the Greek Government has decided that an attack shall be	[952, 1308, 1104, 1324]
cricket-subheading: AUSTRALIANS v. INVERCARGILL.	[804, 1000, 937, 1010]
notice-heading: NOTICE.	[68, 1019, 102, 1029]
watkins-text-2: A constant supply of the Best Drugs will be received, and a large and varied stock of Surgical Appliances and Druggists' Sundries kept on hand. Prescriptions will be made up accurately, and delivered on the shortest notice.	[10, 978, 160, 1010]
page-number: 2	[12, 11, 19, 23]
entry-row: Raven Grey Momus	[952, 791, 1048, 799]
news-item-4: A marriage in high life is on the cards, the individuals concerned being well-known residents of South Canterbury. The attachment on the part of the young lady who is the inheritor of a fortune, of about £100,000 in round numbers is said to be of a somewhat romantic character, the impending alliance having been contracted with the broom fiancé of a deceased lover.	[481, 562, 632, 619]
news-item-7: The Timaru Fire Brigade have decided to send a delegate to the Brigades Conference, which takes place at Wellington, on Jan 24. At least sixteen brigades will be represented. They take their departure by the Express to-morrow, and leave Lyttelton for Wellington on Thursday. Free railway passes have been granted and the Union s.s. Company have made a reduction in the usual fares. Another effort will be made to pass the Fire Brigades Bill during next session of Parliament.	[481, 765, 632, 838]
cricket-heading: CRICKET.	[836, 980, 905, 996]
christmas-heading: CHRISTMAS AND NEW YEAR'S CARDS IN BEAUTIFUL DESIGNS.	[168, 596, 317, 615]
job-text: LARGE ADDITIONS having lately been made to the MACHINERY AND JOBBING TYPE, All kinds of PRINTING can be executed on the shortest notice, and at moderate prices.	[12, 627, 159, 660]
mail-heading: MAIL NOTICES.	[54, 380, 116, 390]
cookson-sign: Yet he is anxious to convey an assurance that one and all may rely upon A HEARTY WELCOME AT THE "CITY." Christchurch June 24, 188	[167, 239, 318, 263]
cup-intro: Final payments for the Wellington Cup:—	[958, 1121, 1070, 1129]
park-entries	[952, 901, 1104, 965]
smith-sub: Wholesale and Retail Coal Dealer, Timaru.	[28, 531, 142, 539]
new-goods-heading: NEW GOODS! NEW GOODS!!	[23, 689, 147, 700]
burned-heading: BURNED TO DEATH.	[674, 553, 753, 563]
temperton-sub: Booksellers, Stationers, &c. MAIN SOUTH ROAD, TIMARU.	[173, 674, 312, 690]
australian-note: Palmer, Blackham, and White are still to bat.	[958, 417, 1077, 425]
entry-row: Miss Domett Petruchio.	[952, 957, 1063, 965]
entry-row: Comus Billingsgate	[952, 838, 1089, 846]
score-row: Clayton, b Spofforth 1	[952, 266, 1104, 274]
cricket-text: The match between the Australian Eleven v. Invercargill Twenty-two was commenced shortly before 1 o'clock yesterday. Invercargill having won the toss, went to the wickets, playing the bowling of Palmer and Spofforth both of whom were most fatal, and with the exception of one ball badly muffed,	[795, 1011, 946, 1059]
ross-text: May be CONSULTED at their LAND TRANSFER OFFICES concerning matters of TRANSFER LEASE, Mortgage, Encumbrance, Powers of Attorney, Declarations or Titles to Land. MONEY INVESTED. ESTATES MANAGED. INSURANCES EFFECTED. LOANS NEGOTIATED.	[167, 761, 318, 809]
telegraphic-text: Information has been received which seems to prove that an attempt to destroy the armoury at Salford, as reported this morning, was actually made. It is now definitely known that an explosion took place, but the cause of the same is a complete mystery.	[952, 1256, 1104, 1297]
mistaken-cont: defendant was her son, and was 30 years and three months old, and not married. He had been engaged as a traveller to a Melbourne house for five years, and had never been out of Melbourne for three weeks at a time. He had never been a groom at Mr Cummings' station. He was at home at the time it was stated he was there. The witness further stated the different places the accused had been occupied in during a long period. She knew no one of the name of Belperroud. George Mateer, in whose employment the accused was for six years, corroborated the evidence given, as also did Mr William Norris, grocer, Collingwood, and ex-Councillor Austin. The Bench dismissed the case, the police magistrate remarking that a great injustice had been done to the accused.	[795, 32, 946, 153]
trunks: Empty Trunks for Sale	[55, 820, 115, 828]
railway-guide-heading: TRAVELLER'S RAILWAY GUIDE.	[180, 834, 305, 844]
flying-entries	[952, 822, 1104, 886]
entry-row: Libeller Billingsgate	[952, 909, 1068, 917]
score-row: Murdoch, run out 40	[952, 345, 1104, 353]
entry-row: Miss Domett	[1057, 878, 1092, 886]
entry-row: Artful Joe Clarence	[952, 988, 1042, 996]
score-row: McIndoe, c Murdoch, b Spofforth 5	[952, 170, 1104, 178]
nzl-heading: NEW ZEALAND LOAN & MERCANTILE AGENCY CO. (LIMITED.)	[167, 411, 318, 430]
entry-row: Dan Virginia Water	[952, 1164, 1066, 1172]
